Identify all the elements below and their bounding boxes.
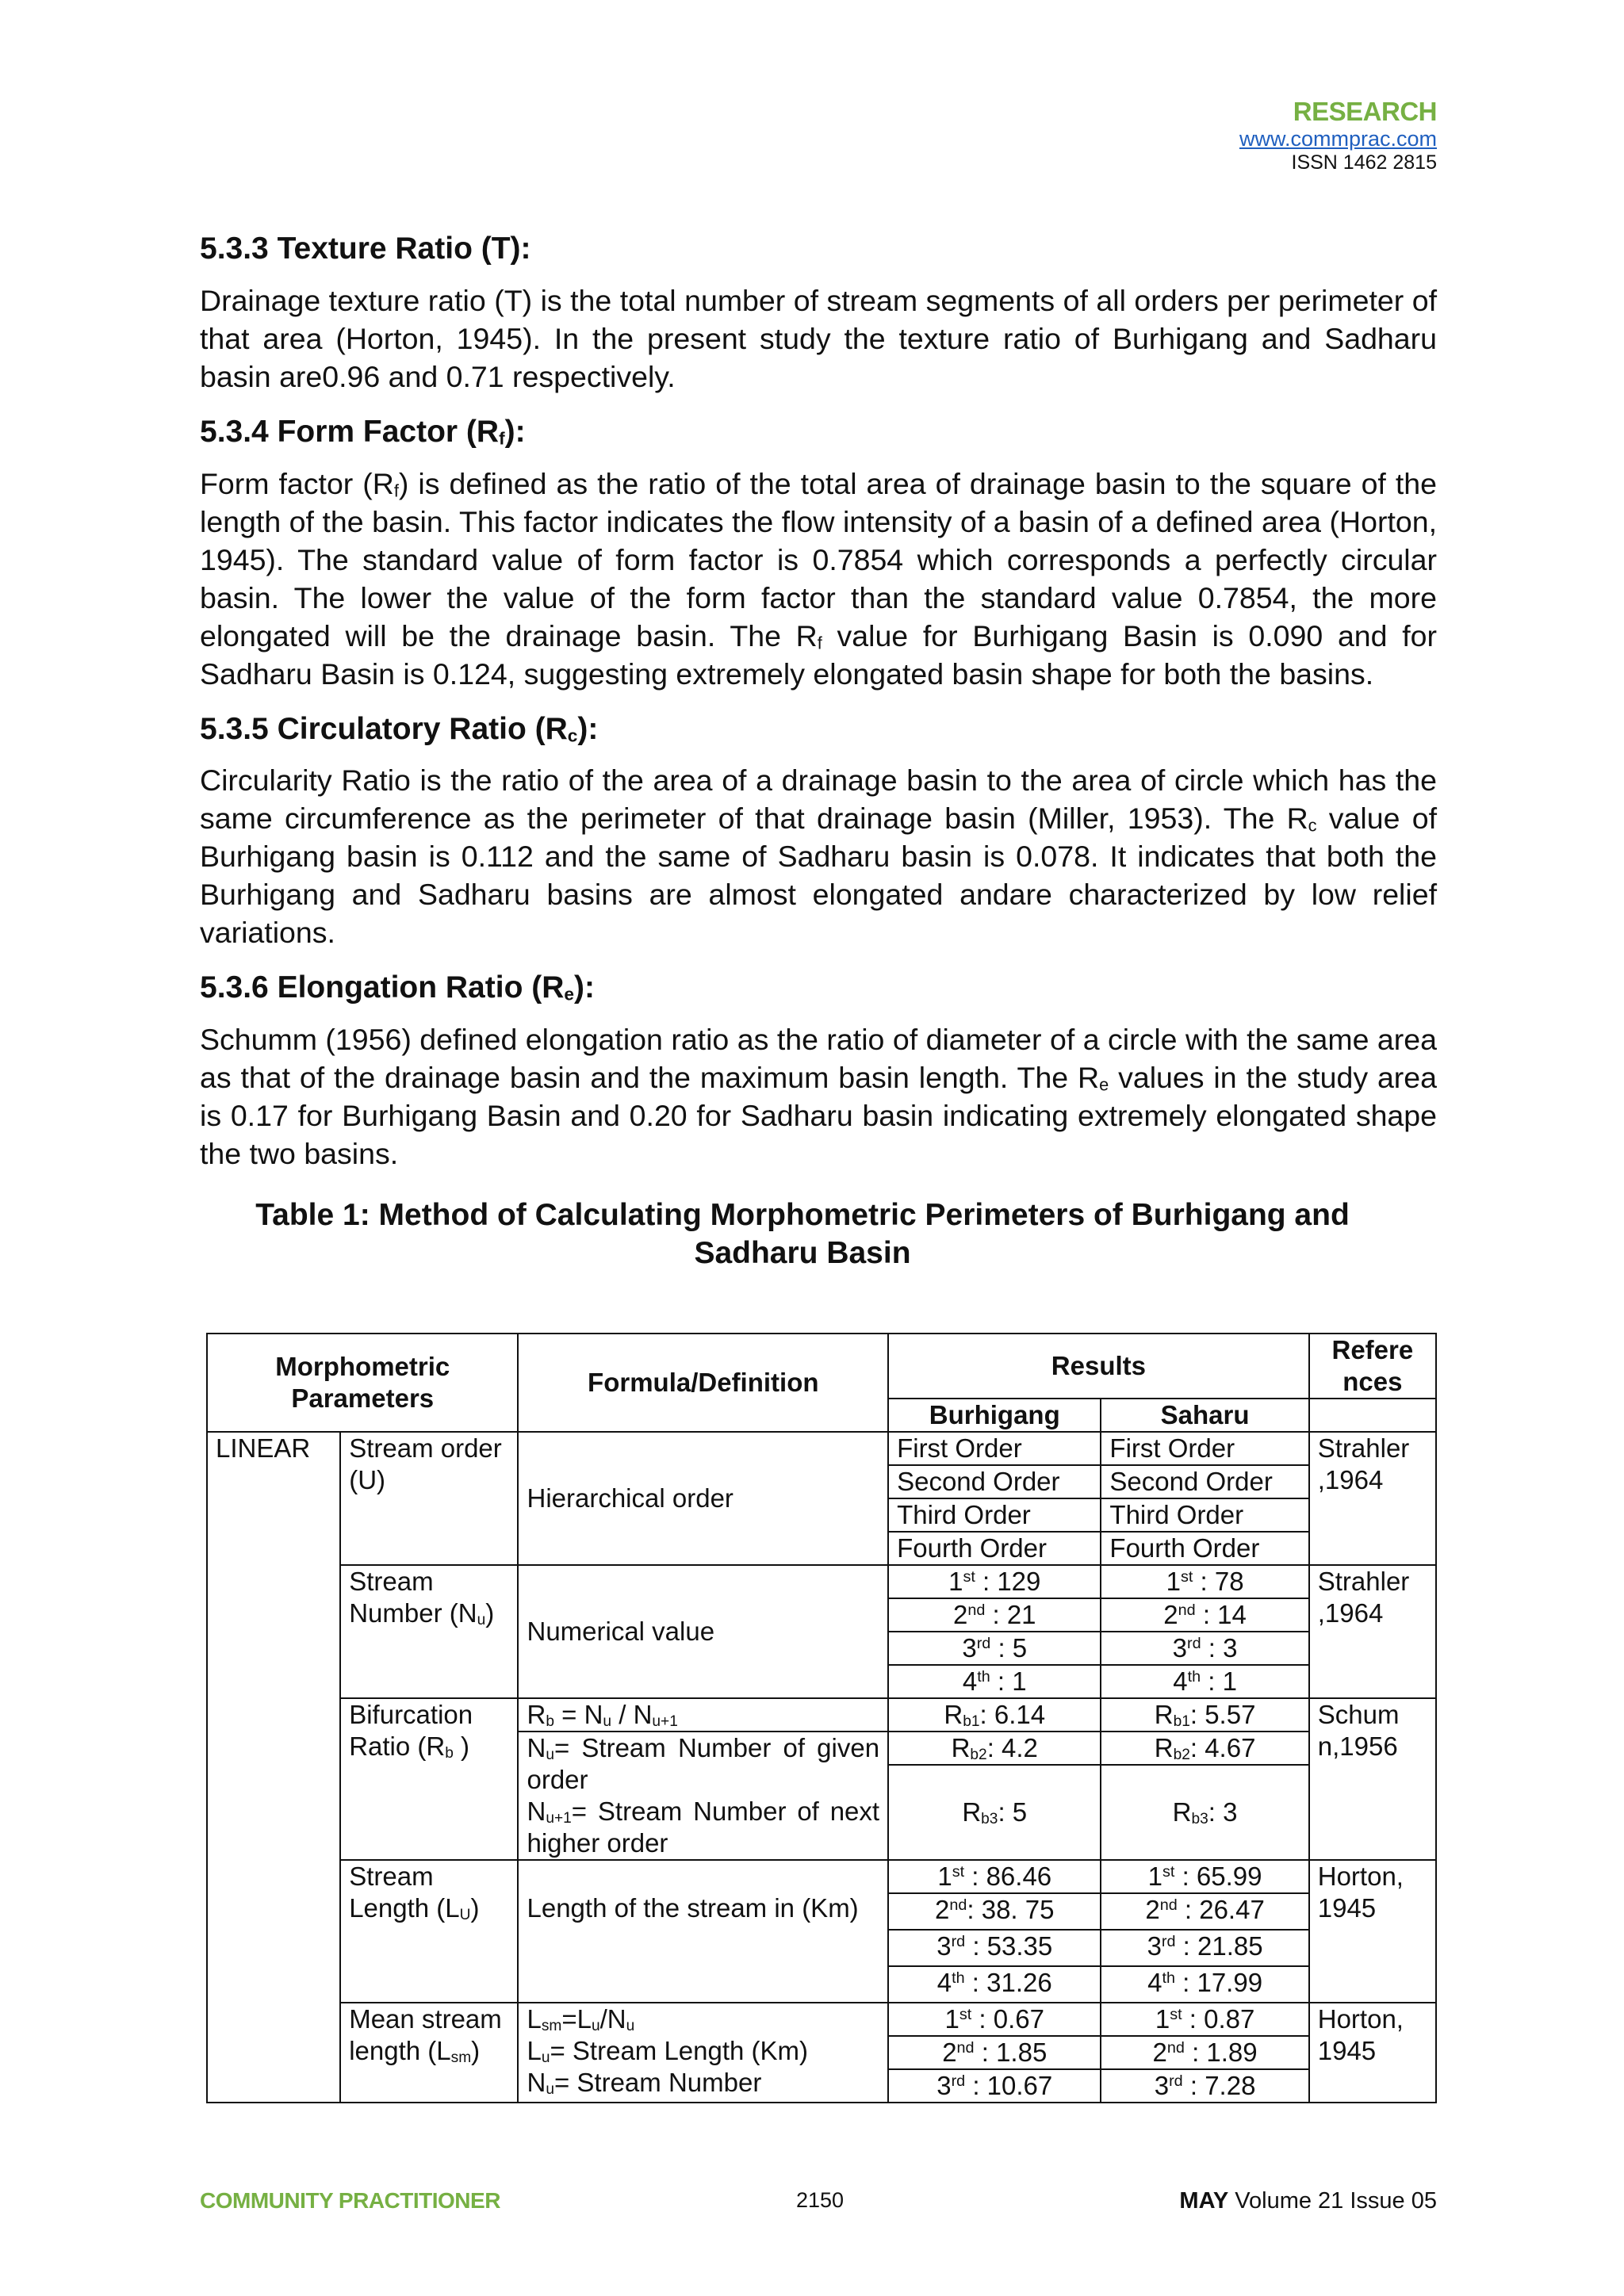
saharu-cell: 4th : 17.99 [1101, 1966, 1308, 2003]
burhigang-cell: $R_{b3}$: 5 [888, 1765, 1101, 1860]
param-stream-length: Stream Length $(L_U)$ [340, 1860, 518, 2003]
saharu-cell: $R_{b2}$: 4.67 [1101, 1732, 1308, 1765]
burhigang-cell: First Order [888, 1432, 1101, 1465]
heading-elongation-ratio: 5.3.6 Elongation Ratio $(R_e)$: [200, 970, 595, 1005]
heading-texture-ratio: 5.3.3 Texture Ratio (T): [200, 232, 531, 266]
saharu-cell: 3rd : 21.85 [1101, 1930, 1308, 1966]
saharu-cell: Third Order [1101, 1498, 1308, 1532]
issue-info: MAY Volume 21 Issue 05 [1179, 2188, 1437, 2214]
burhigang-cell: $R_{b2}$: 4.2 [888, 1732, 1101, 1765]
paragraph-elongation-ratio: Schumm (1956) defined elongation ratio as the ratio of diameter of a circle with the same area as that of the drainage basin and the maximum basin length. The $R_e$ values in the study area is 0.17 for Burhigang Basin and 0.20 for Sadharu basin indicating extremely elongated shape the two basins. [200, 1023, 1438, 1170]
page-footer [200, 2188, 1437, 2220]
burhigang-cell: 1st : 0.67 [888, 2003, 1101, 2036]
table-row [207, 2003, 1436, 2036]
formula-bifurcation-rest: $N_u=$ Stream Number of given order $N_{u+1}=$ Stream Number of next higher order [518, 1732, 888, 1860]
category-linear: LINEAR [207, 1432, 340, 2103]
burhigang-cell: 2nd: 38. 75 [888, 1893, 1101, 1930]
burhigang-cell: 2nd : 1.85 [888, 2036, 1101, 2069]
paragraph-texture-ratio: Drainage texture ratio (T) is the total number of stream segments of all orders per perimeter of that area (Horton, 1945). In the present study the texture ratio of Burhigang and Sadharu basin are0.96 and 0.71 respectively. [200, 283, 1437, 393]
formula-stream-length: Length of the stream in (Km) [518, 1860, 888, 2003]
burhigang-cell: 3rd : 10.67 [888, 2069, 1101, 2103]
saharu-cell: 3rd : 7.28 [1101, 2069, 1308, 2103]
param-stream-order: Stream order (U) [340, 1432, 518, 1565]
param-bifurcation-ratio: Bifurcation Ratio ($R_b$ ) [340, 1698, 518, 1860]
burhigang-cell: 4th : 1 [888, 1665, 1101, 1698]
header-morphometric-parameters: Morphometric Parameters [207, 1334, 518, 1432]
journal-name: COMMUNITY PRACTITIONER [200, 2188, 500, 2213]
burhigang-cell: Fourth Order [888, 1532, 1101, 1565]
burhigang-cell: 2nd : 21 [888, 1598, 1101, 1632]
burhigang-cell: 1st : 86.46 [888, 1860, 1101, 1893]
research-label: RESEARCH [1293, 97, 1437, 126]
burhigang-cell: $R_{b1}$: 6.14 [888, 1698, 1101, 1732]
ref-stream-number: Strahler ,1964 [1309, 1565, 1436, 1698]
burhigang-cell: 1st : 129 [888, 1565, 1101, 1598]
header-saharu: Saharu [1101, 1399, 1308, 1432]
saharu-cell: 1st : 78 [1101, 1565, 1308, 1598]
ref-mean-stream-length: Horton, 1945 [1309, 2003, 1436, 2103]
table-row [207, 1698, 1436, 1732]
header-references: Refere nces [1309, 1334, 1436, 1399]
burhigang-cell: Third Order [888, 1498, 1101, 1532]
saharu-cell: 2nd : 1.89 [1101, 2036, 1308, 2069]
ref-stream-length: Horton, 1945 [1309, 1860, 1436, 2003]
article-body [200, 230, 1437, 1290]
morphometric-table [206, 1333, 1437, 2103]
saharu-cell: First Order [1101, 1432, 1308, 1465]
saharu-cell: 2nd : 26.47 [1101, 1893, 1308, 1930]
header-burhigang: Burhigang [888, 1399, 1101, 1432]
table-row [207, 1432, 1436, 1465]
param-stream-number: Stream Number $(N_u)$ [340, 1565, 518, 1698]
ref-bifurcation: Schum n,1956 [1309, 1698, 1436, 1860]
header-references-blank [1309, 1399, 1436, 1432]
journal-url-link[interactable]: www.commprac.com [1239, 126, 1437, 151]
header-results: Results [888, 1334, 1309, 1399]
saharu-cell: 4th : 1 [1101, 1665, 1308, 1698]
paragraph-circulatory-ratio: Circularity Ratio is the ratio of the area of a drainage basin to the area of circle which has the same circumference as the perimeter of that drainage basin (Miller, 1953). The $R_c$ value of Burhigang basin is 0.112 and the same of Sadharu basin is 0.078. It indicates that both the Burhigang and Sadharu basins are almost elongated andare characterized by low relief variations. [200, 763, 1437, 950]
burhigang-cell: 4th : 31.26 [888, 1966, 1101, 2003]
saharu-cell: $R_{b3}$: 3 [1101, 1765, 1308, 1860]
page-header [1239, 97, 1437, 174]
formula-bifurcation-line1: $R_b = N_u / N_{u+1}$ [518, 1698, 888, 1732]
burhigang-cell: 3rd : 53.35 [888, 1930, 1101, 1966]
saharu-cell: 1st : 65.99 [1101, 1860, 1308, 1893]
issn: ISSN 1462 2815 [1291, 151, 1437, 174]
formula-stream-order: Hierarchical order [518, 1432, 888, 1565]
saharu-cell: Second Order [1101, 1465, 1308, 1498]
saharu-cell: $R_{b1}$: 5.57 [1101, 1698, 1308, 1732]
saharu-cell: 1st : 0.87 [1101, 2003, 1308, 2036]
saharu-cell: 2nd : 14 [1101, 1598, 1308, 1632]
saharu-cell: Fourth Order [1101, 1532, 1308, 1565]
paragraph-form-factor: Form factor $(R_f)$ is defined as the ratio of the total area of drainage basin to the square of the length of the basin. This factor indicates the flow intensity of a basin of a defined area (Horton, 1945). The standard value of form factor is 0.7854 which corresponds a perfectly circular basin. The lower the value of the form factor than the standard value 0.7854, the more elongated will be the drainage basin. The $R_f$ value for Burhigang Basin is 0.090 and for Sadharu Basin is 0.124, suggesting extremely elongated basin shape for both the basins. [200, 466, 1437, 691]
saharu-cell: 3rd : 3 [1101, 1632, 1308, 1665]
table-title: Table 1: Method of Calculating Morphometric Perimeters of Burhigang and Sadharu Basin [255, 1198, 1350, 1270]
header-formula: Formula/Definition [518, 1334, 888, 1432]
burhigang-cell: 3rd : 5 [888, 1632, 1101, 1665]
heading-circulatory-ratio: 5.3.5 Circulatory Ratio $(R_c)$: [200, 711, 599, 746]
ref-stream-order: Strahler ,1964 [1309, 1432, 1436, 1565]
formula-mean-stream-length: $L_{sm}=L_u/N_u$ $L_u=$ Stream Length (Km) $N_u=$ Stream Number [518, 2003, 888, 2103]
formula-stream-number: Numerical value [518, 1565, 888, 1698]
heading-form-factor: 5.3.4 Form Factor $(R_f)$: [200, 414, 526, 449]
burhigang-cell: Second Order [888, 1465, 1101, 1498]
param-mean-stream-length: Mean stream length $(L_{sm})$ [340, 2003, 518, 2103]
table-row [207, 1860, 1436, 1893]
page-number: 2150 [796, 2188, 845, 2212]
table-row [207, 1565, 1436, 1598]
